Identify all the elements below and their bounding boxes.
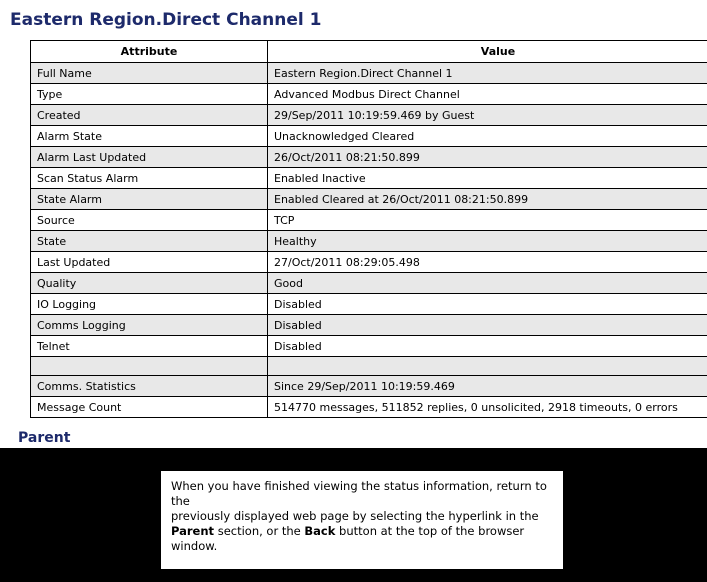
column-header-attribute: Attribute (31, 41, 268, 63)
row-value: TCP (268, 210, 707, 231)
parent-section-heading: Parent (18, 430, 71, 446)
row-attribute: Scan Status Alarm (31, 168, 268, 189)
row-attribute: Telnet (31, 336, 268, 357)
row-attribute: Alarm State (31, 126, 268, 147)
row-value: Unacknowledged Cleared (268, 126, 707, 147)
table-row (31, 376, 707, 397)
table-row (31, 252, 707, 273)
note-bold-back: Back (304, 524, 336, 538)
note-line-1: When you have finished viewing the status information, return to the (171, 479, 547, 508)
note-line-2: previously displayed web page by selecting the hyperlink in the (171, 509, 539, 523)
row-value (268, 357, 707, 376)
row-value: Enabled Cleared at 26/Oct/2011 08:21:50.899 (268, 189, 707, 210)
row-attribute: State Alarm (31, 189, 268, 210)
table-row (31, 147, 707, 168)
row-value: Eastern Region.Direct Channel 1 (268, 63, 707, 84)
row-value: Disabled (268, 336, 707, 357)
row-value: Good (268, 273, 707, 294)
table-row (31, 189, 707, 210)
note-line-3-mid: section, or the (214, 524, 305, 538)
table-row (31, 336, 707, 357)
note-bold-parent: Parent (171, 524, 215, 538)
row-value: 27/Oct/2011 08:29:05.498 (268, 252, 707, 273)
table-header-row (31, 41, 707, 63)
table-row (31, 397, 707, 418)
note-line-3-post: button at the top of the browser window. (171, 524, 525, 553)
row-value: 26/Oct/2011 08:21:50.899 (268, 147, 707, 168)
row-value: 514770 messages, 511852 replies, 0 unsolicited, 2918 timeouts, 0 errors (268, 397, 707, 418)
row-value: Healthy (268, 231, 707, 252)
row-value: Since 29/Sep/2011 10:19:59.469 (268, 376, 707, 397)
table-row (31, 273, 707, 294)
page-title: Eastern Region.Direct Channel 1 (10, 10, 322, 30)
table-row (31, 105, 707, 126)
note-callout-box (160, 470, 564, 570)
table-row (31, 315, 707, 336)
row-attribute: IO Logging (31, 294, 268, 315)
row-value: Enabled Inactive (268, 168, 707, 189)
table-row (31, 294, 707, 315)
row-value: Disabled (268, 315, 707, 336)
table-row (31, 231, 707, 252)
table-row (31, 210, 707, 231)
table-row (31, 63, 707, 84)
table-row (31, 168, 707, 189)
row-attribute: Comms. Statistics (31, 376, 268, 397)
row-attribute: Quality (31, 273, 268, 294)
row-attribute: State (31, 231, 268, 252)
attribute-table (30, 40, 707, 418)
row-attribute: Type (31, 84, 268, 105)
row-attribute: Source (31, 210, 268, 231)
table-row-spacer (31, 357, 707, 376)
row-attribute: Comms Logging (31, 315, 268, 336)
column-header-value: Value (268, 41, 707, 63)
note-line-3 (171, 524, 553, 554)
table-row (31, 84, 707, 105)
row-attribute: Message Count (31, 397, 268, 418)
row-attribute (31, 357, 268, 376)
row-value: 29/Sep/2011 10:19:59.469 by Guest (268, 105, 707, 126)
row-value: Advanced Modbus Direct Channel (268, 84, 707, 105)
row-attribute: Created (31, 105, 268, 126)
table-row (31, 126, 707, 147)
row-attribute: Full Name (31, 63, 268, 84)
row-value: Disabled (268, 294, 707, 315)
row-attribute: Alarm Last Updated (31, 147, 268, 168)
row-attribute: Last Updated (31, 252, 268, 273)
